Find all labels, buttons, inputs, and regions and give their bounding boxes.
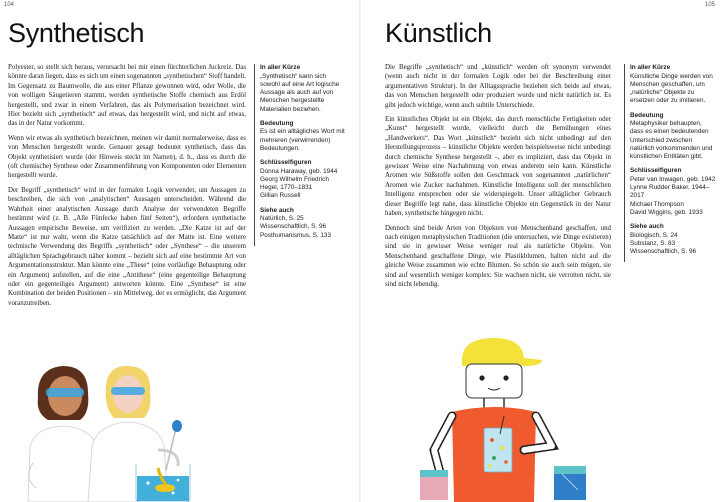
page-title-left: Synthetisch: [8, 18, 145, 48]
sidebar-heading: Bedeutung: [260, 119, 294, 127]
sidebar-heading: Bedeutung: [630, 111, 664, 119]
paragraph: Ein künstliches Objekt ist ein Objekt, das durch menschliche Fertigkeiten oder „Kunst“ hergestellt wurde, vielleicht durch die Bemühungen eines „Handwerkers“. Das Wort „künstlich“ bezieht sich nicht unbedingt auf den Herstellungsprozess – künstliche Objekte werden beispielsweise nicht unbedingt durch chemische Synthese hergestellt –, aber es impliziert, dass das Objekt in gewisser Weise eine Nachahmung von etwas anderem sein kann. Künstliche Aromen wie Süßstoffe sollen den Geschmack von sogenannten „natürlichen“ Aromen wie Zucker nachahmen. Künstliche Intelligenz soll der menschlichen Intelligenz entsprechen oder sie widerspiegeln. Unser alltäglicher Gebrauch dieser Begriffe legt nahe, dass künstliche Objekte ein Gegenstück in der Natur haben, synthetische hingegen nicht.: [385, 116, 611, 218]
sidebar-text: Metaphysiker behaupten, dass es einen bedeutenden Unterschied zwischen natürlich vorkommenden und künstlichen Entitäten gibt.: [630, 120, 713, 161]
paragraph: Der Begriff „synthetisch“ wird in der formalen Logik verwendet, um Aussagen zu beschreiben, die sich von „analytischen“ Aussagen unterscheiden. Während die Wahrheit einer analytischen Aussage durch Analyse der verwendeten Begriffe bestimmt wird (z. B. „Alle Fünfecke haben fünf Seiten“), erfordern synthetische Aussagen empirische Beweise, um verifiziert zu werden. „Die Katze ist auf der Matte“ ist nur wahr, wenn die Katze tatsächlich auf der Matte ist. Eine weitere technische Verwendung des Begriffs „synthetisch“ oder „Synthese“ – die unserem alltäglichen Sprachgebrauch näher kommt – bezieht sich auf eine bestimmte Art von Argumentationsstruktur. Man könnte eine „These“ (eine vorläufige Behauptung oder ein Argument) aufstellen, auf die eine „Antithese“ (eine gegenteilige Behauptung oder ein gegenteiliges Argument) antworten könnte. Eine „Synthese“ ist eine Kombination der beiden Positionen – ein Mittelweg, der es ermöglicht, das Argument voranzutreiben.: [8, 186, 246, 307]
sidebar-text: Künstliche Dinge werden von Menschen geschaffen, um „natürliche“ Objekte zu ersetzen oder zu imitieren.: [630, 72, 713, 105]
goggles-icon: [111, 387, 145, 395]
sidebar-text: Biologisch, S. 24 Substanz, S. 83 Wissenschaftlich, S. 96: [630, 231, 697, 256]
robot-with-drink-illustration: [412, 330, 592, 502]
sidebar-block-key-figures: [630, 167, 716, 217]
sidebar-right: [624, 64, 716, 262]
body-text-left: [8, 63, 246, 313]
sidebar-block-meaning: [260, 120, 346, 153]
sidebar-text: „Synthetisch“ kann sich sowohl auf eine Art logische Aussage als auch auf von Menschen hergestellte Materialien beziehen.: [260, 72, 340, 113]
sidebar-text: Natürlich, S. 25 Wissenschaftlich, S. 96 Posthumanismus, S. 133: [260, 215, 332, 239]
sidebar-heading: Schlüsselfiguren: [630, 167, 682, 175]
sidebar-heading: Schlüsselfiguren: [260, 159, 312, 167]
sidebar-block-key-figures: [260, 159, 346, 201]
sidebar-block-see-also: [260, 207, 346, 240]
sidebar-text: Donna Haraway, geb. 1944 Georg Wilhelm Friedrich Hegel, 1770–1831 Gillian Russell: [260, 167, 338, 200]
sidebar-block-meaning: [630, 112, 716, 162]
sidebar-left: [254, 64, 346, 246]
sidebar-block-see-also: [630, 223, 716, 256]
drink-glass-icon: [484, 428, 512, 472]
page-number-left: 104: [4, 2, 15, 8]
sidebar-heading: In aller Kürze: [630, 64, 671, 71]
sidebar-heading: In aller Kürze: [260, 64, 301, 71]
sidebar-text: Peter van Inwagen, geb. 1942 Lynne Rudder Baker, 1944–2017 Michael Thompson David Wiggins, geb. 1933: [630, 175, 716, 216]
body-text-right: [385, 63, 611, 294]
cap-icon: [462, 338, 542, 366]
paragraph: Polyester, so stellt sich heraus, verursacht bei mir einen fürchterlichen Juckreiz. Das könnte daran liegen, dass es sich um einen sogenannten „synthetischen“ Stoff handelt. Im Gegensatz zu Baumwolle, die aus einer Pflanze gewonnen wird, oder Wolle, die von wolligen Säugetieren stammt, werden synthetische Stoffe chemisch aus Erdöl hergestellt, und zwar in einem Verfahren, das als Polymerisation bezeichnet wird. Hier bezieht sich „synthetisch“ auf etwas, das hergestellt wird, und nicht auf etwas, das in der Natur vorkommt.: [8, 64, 246, 128]
page-title-right: Künstlich: [385, 18, 492, 48]
sidebar-text: Es ist ein alltägliches Wort mit mehreren (verwirrenden) Bedeutungen.: [260, 128, 345, 152]
paragraph: Die Begriffe „synthetisch“ und „künstlich“ werden oft synonym verwendet (wenn auch nicht in der formalen Logik oder bei der Beschreibung einer argumentativen Struktur). In der Alltagssprache beziehen sich beide auf etwas, das von Menschen hergestellt oder produziert wurde und nicht natürlich ist. Es gibt jedoch wichtige, wenn auch subtile Unterschiede.: [385, 64, 611, 109]
sidebar-heading: Siehe auch: [260, 206, 294, 214]
sidebar-block-summary: [260, 64, 346, 114]
page-number-right: 105: [704, 2, 715, 8]
goggles-icon: [46, 388, 84, 397]
page-gutter: [359, 0, 361, 502]
sidebar-heading: Siehe auch: [630, 222, 664, 230]
sidebar-block-summary: [630, 64, 716, 106]
paragraph: Dennoch sind beide Arten von Objekten von Menschenhand geschaffen, und nach einigen metaphysischen Traditionen (die untersuchen, wie Dinge existieren) sind sie in gewisser Weise weniger real als natürliche Objekte. Von Menschenhand geschaffene Dinge, wie Plastikblumen, halten nicht auf die gleiche Weise zusammen wie echte Blumen. So schön sie auch sein mögen, sie sind auf wesentlich weniger komplex: Sie wachsen nicht, sie verrotten nicht, sie sind nicht lebendig.: [385, 224, 611, 288]
two-scientists-lab-illustration: [18, 358, 208, 502]
paragraph: Wenn wir etwas als synthetisch bezeichnen, meinen wir damit normalerweise, dass es von Menschen hergestellt wurde. Genauer gesagt bedeutet synthetisch, dass das Objekt synthetisiert wurde (der Hinweis steckt im Namen), d. h., dass es durch die (oft chemische) Synthese oder Zusammenführung von Komponenten oder Elementen hergestellt wurde.: [8, 134, 246, 180]
pipette-bulb: [172, 420, 182, 432]
